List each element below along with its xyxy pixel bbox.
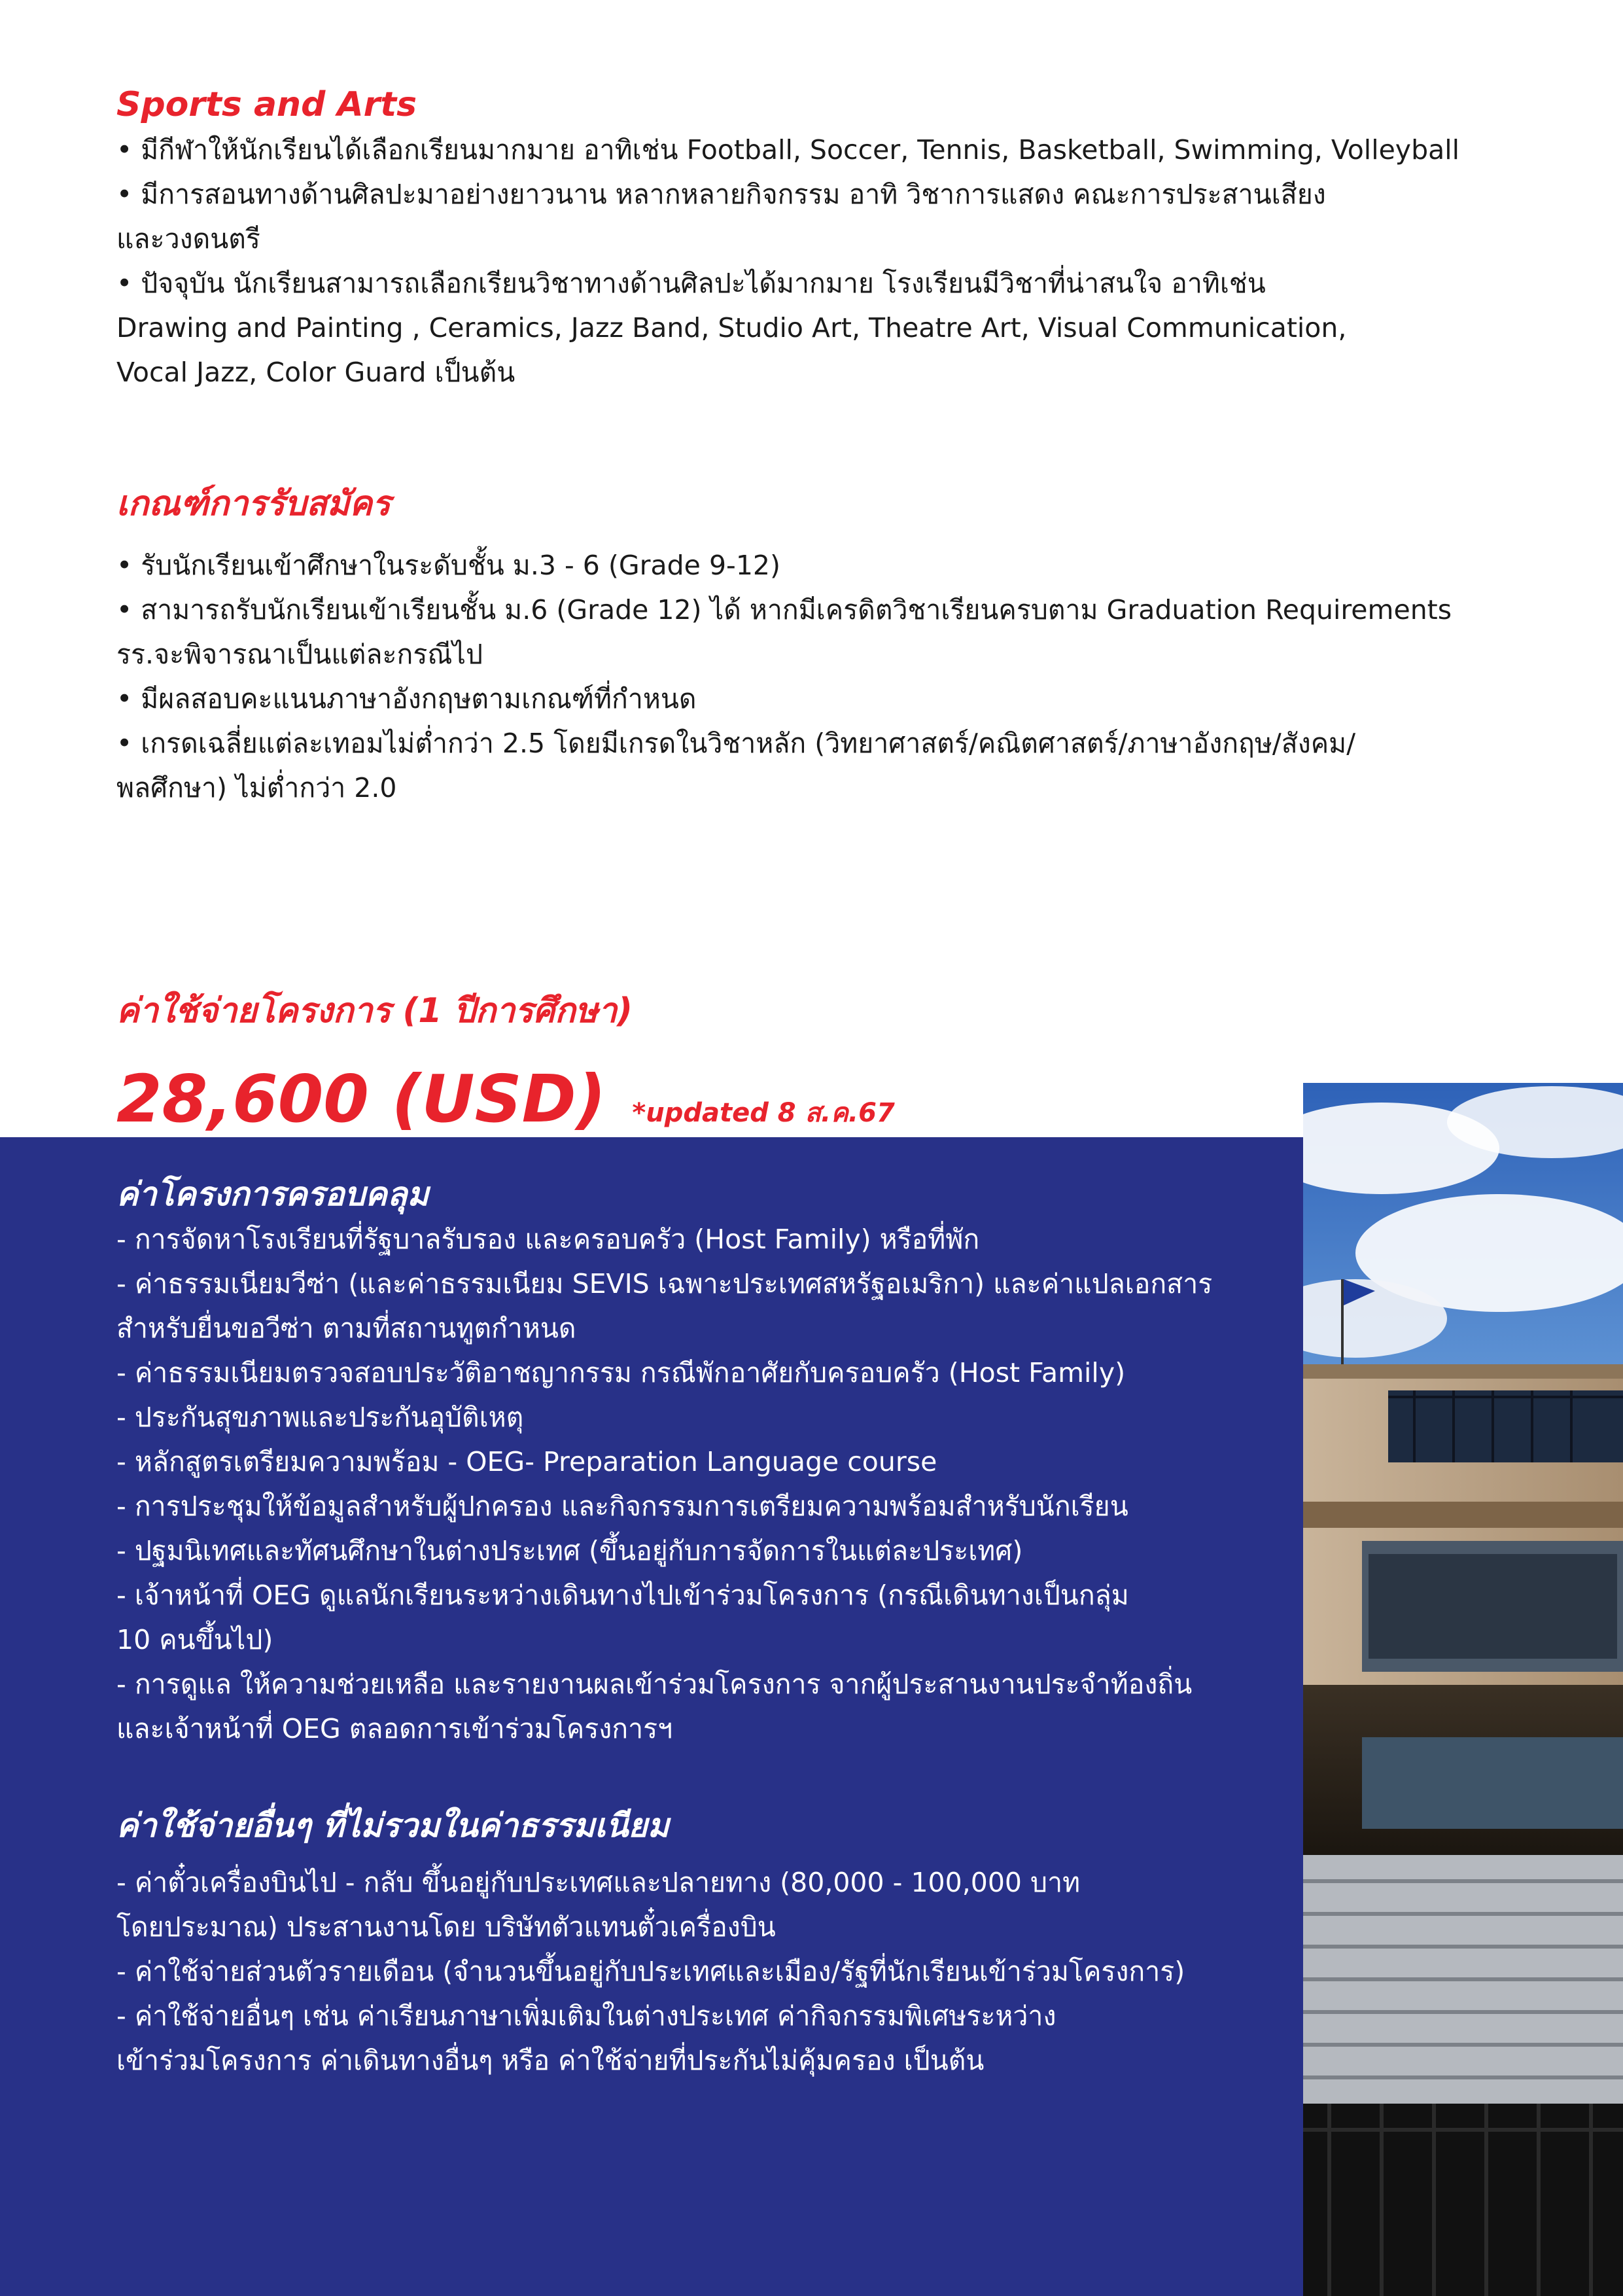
sports-line: • มีกีฬาให้นักเรียนได้เลือกเรียนมากมาย อาทิเช่น Football, Soccer, Tennis, Basketball, Swimming, Volleyball	[116, 134, 1460, 166]
sports-line: Vocal Jazz, Color Guard เป็นต้น	[116, 357, 515, 388]
price-row	[116, 1060, 895, 1139]
admission-criteria-section	[116, 481, 1556, 810]
price-amount: 28,600 (USD)	[116, 1061, 606, 1137]
excluded-line: - ค่าใช้จ่ายอื่นๆ เช่น ค่าเรียนภาษาเพิ่มเติมในต่างประเทศ ค่ากิจกรรมพิเศษระหว่าง	[116, 2000, 1056, 2032]
included-section	[116, 1171, 1287, 1751]
excluded-heading: ค่าใช้จ่ายอื่นๆ ที่ไม่รวมในค่าธรรมเนียม	[116, 1807, 669, 1845]
admission-criteria-heading: เกณฑ์การรับสมัคร	[116, 484, 391, 523]
sports-arts-section	[116, 82, 1556, 395]
included-line: - ประกันสุขภาพและประกันอุบัติเหตุ	[116, 1402, 524, 1433]
excluded-list	[116, 1860, 1287, 2083]
sports-line: และวงดนตรี	[116, 223, 260, 255]
included-line: - การดูแล ให้ความช่วยเหลือ และรายงานผลเข้าร่วมโครงการ จากผู้ประสานงานประจำท้องถิ่น	[116, 1669, 1193, 1700]
included-line: สำหรับยื่นขอวีซ่า ตามที่สถานทูตกำหนด	[116, 1313, 576, 1344]
included-line: และเจ้าหน้าที่ OEG ตลอดการเข้าร่วมโครงการฯ	[116, 1713, 673, 1744]
excluded-line: เข้าร่วมโครงการ ค่าเดินทางอื่นๆ หรือ ค่าใช้จ่ายที่ประกันไม่คุ้มครอง เป็นต้น	[116, 2045, 985, 2076]
admission-criteria-list	[116, 543, 1556, 810]
included-line: - การจัดหาโรงเรียนที่รัฐบาลรับรอง และครอบครัว (Host Family) หรือที่พัก	[116, 1224, 980, 1255]
criteria-line: • สามารถรับนักเรียนเข้าเรียนชั้น ม.6 (Grade 12) ได้ หากมีเครดิตวิชาเรียนครบตาม Graduation Requirements	[116, 594, 1452, 626]
included-line: - เจ้าหน้าที่ OEG ดูแลนักเรียนระหว่างเดินทางไปเข้าร่วมโครงการ (กรณีเดินทางเป็นกลุ่ม	[116, 1580, 1129, 1611]
included-line: 10 คนขึ้นไป)	[116, 1624, 273, 1655]
sports-arts-list	[116, 128, 1556, 395]
criteria-line: • เกรดเฉลี่ยแต่ละเทอมไม่ต่ำกว่า 2.5 โดยมีเกรดในวิชาหลัก (วิทยาศาสตร์/คณิตศาสตร์/ภาษาอังกฤษ/สังคม/	[116, 728, 1356, 759]
included-line: - ค่าธรรมเนียมวีซ่า (และค่าธรรมเนียม SEVIS เฉพาะประเทศสหรัฐอเมริกา) และค่าแปลเอกสาร	[116, 1268, 1213, 1299]
included-line: - หลักสูตรเตรียมความพร้อม - OEG- Preparation Language course	[116, 1446, 937, 1477]
included-line: - การประชุมให้ข้อมูลสำหรับผู้ปกครอง และกิจกรรมการเตรียมความพร้อมสำหรับนักเรียน	[116, 1491, 1128, 1522]
excluded-line: - ค่าใช้จ่ายส่วนตัวรายเดือน (จำนวนขึ้นอยู่กับประเทศและเมือง/รัฐที่นักเรียนเข้าร่วมโครงการ)	[116, 1956, 1185, 1987]
criteria-line: • รับนักเรียนเข้าศึกษาในระดับชั้น ม.3 - 6 (Grade 9-12)	[116, 550, 780, 581]
sports-line: Drawing and Painting , Ceramics, Jazz Band, Studio Art, Theatre Art, Visual Communication,	[116, 312, 1347, 344]
criteria-line: พลศึกษา) ไม่ต่ำกว่า 2.0	[116, 772, 397, 804]
included-list	[116, 1217, 1287, 1751]
criteria-line: รร.จะพิจารณาเป็นแต่ละกรณีไป	[116, 639, 483, 670]
excluded-line: โดยประมาณ) ประสานงานโดย บริษัทตัวแทนตั๋วเครื่องบิน	[116, 1911, 776, 1943]
sports-line: • ปัจจุบัน นักเรียนสามารถเลือกเรียนวิชาทางด้านศิลปะได้มากมาย โรงเรียนมีวิชาที่น่าสนใจ อาทิเช่น	[116, 268, 1266, 299]
price-updated-note: *updated 8 ส.ค.67	[632, 1098, 895, 1128]
criteria-line: • มีผลสอบคะแนนภาษาอังกฤษตามเกณฑ์ที่กำหนด	[116, 683, 697, 715]
sports-arts-heading: Sports and Arts	[116, 85, 417, 124]
included-line: - ปฐมนิเทศและทัศนศึกษาในต่างประเทศ (ขึ้นอยู่กับการจัดการในแต่ละประเทศ)	[116, 1535, 1023, 1566]
program-cost-heading: ค่าใช้จ่ายโครงการ (1 ปีการศึกษา)	[116, 991, 633, 1031]
excluded-section	[116, 1803, 1287, 2083]
sports-line: • มีการสอนทางด้านศิลปะมาอย่างยาวนาน หลากหลายกิจกรรม อาทิ วิชาการแสดง คณะการประสานเสียง	[116, 179, 1326, 210]
excluded-line: - ค่าตั๋วเครื่องบินไป - กลับ ขึ้นอยู่กับประเทศและปลายทาง (80,000 - 100,000 บาท	[116, 1867, 1081, 1898]
included-heading: ค่าโครงการครอบคลุม	[116, 1175, 429, 1213]
included-line: - ค่าธรรมเนียมตรวจสอบประวัติอาชญากรรม กรณีพักอาศัยกับครอบครัว (Host Family)	[116, 1357, 1126, 1388]
stadium-photo	[1303, 1083, 1623, 2296]
